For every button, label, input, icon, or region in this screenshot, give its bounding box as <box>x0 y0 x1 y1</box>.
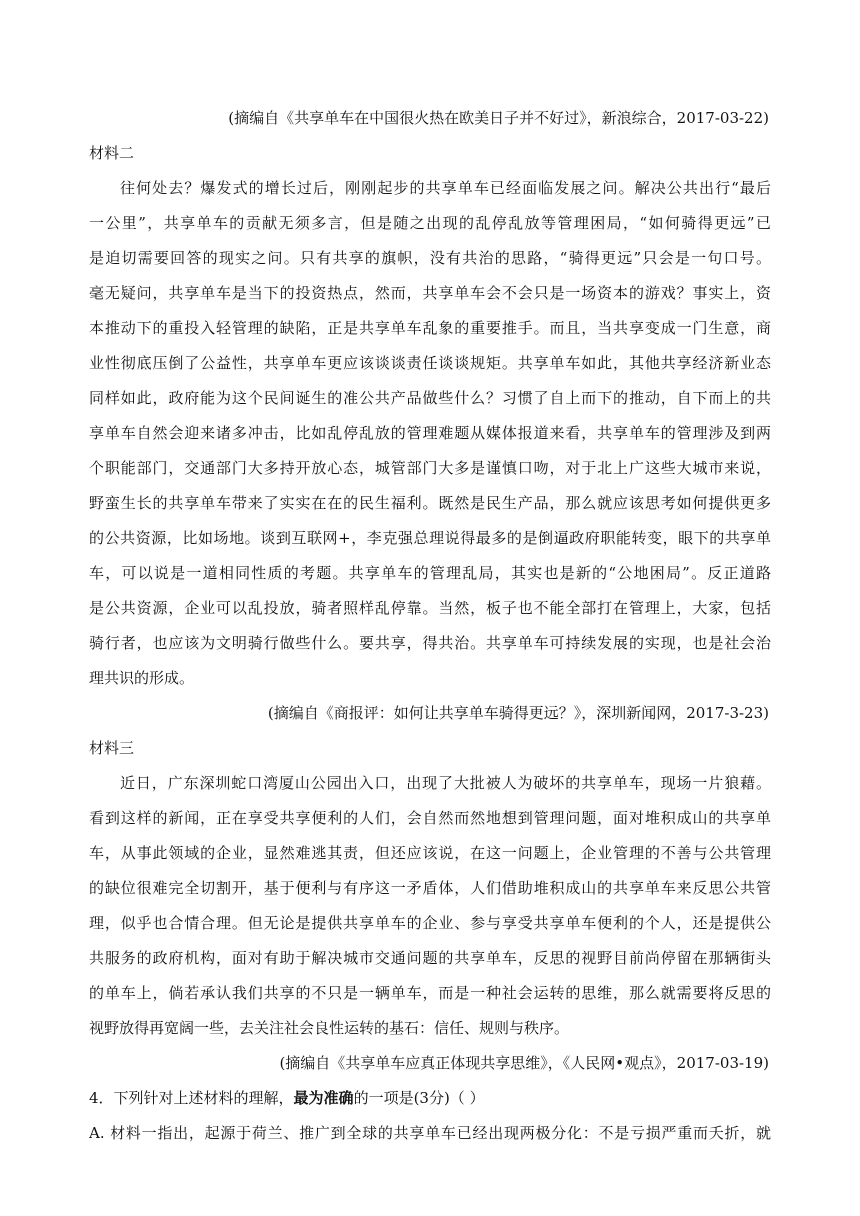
material-3-heading: 材料三 <box>89 739 135 757</box>
material-3-line: 近日，广东深圳蛇口湾厦山公园出入口，出现了大批被人为破坏的共享单车，现场一片狼藉。 <box>120 774 771 792</box>
material-2-line: 是公共资源，企业可以乱投放，骑者照样乱停靠。当然，板子也不能全部打在管理上，大家，包括 <box>89 599 771 617</box>
material-2-line: 往何处去？爆发式的增长过后，刚刚起步的共享单车已经面临发展之问。解决公共出行“最后 <box>120 179 771 197</box>
material-2-line: 车，可以说是一道相同性质的考题。共享单车的管理乱局，其实也是新的“公地困局”。反正道路 <box>89 564 771 582</box>
material-3-line: 理，似乎也合情合理。但无论是提供共享单车的企业、参与享受共享单车便利的个人，还是提供公 <box>89 914 771 932</box>
material-2-heading: 材料二 <box>89 144 135 162</box>
material-3-line: 共服务的政府机构，面对有助于解决城市交通问题的共享单车，反思的视野目前尚停留在那辆街头 <box>89 949 771 967</box>
material-2-line: 业性彻底压倒了公益性，共享单车更应该谈谈责任谈谈规矩。共享单车如此，其他共享经济新业态 <box>89 354 771 372</box>
material-2-line: 同样如此，政府能为这个民间诞生的准公共产品做些什么？习惯了自上而下的推动，自下而上的共 <box>89 389 771 407</box>
material-2-line: 毫无疑问，共享单车是当下的投资热点，然而，共享单车会不会只是一场资本的游戏？事实上，资 <box>89 284 771 302</box>
material-3-line: 的缺位很难完全切割开，基于便利与有序这一矛盾体，人们借助堆积成山的共享单车来反思公共管 <box>89 879 771 897</box>
material-2-line: 个职能部门，交通部门大多持开放心态，城管部门大多是谨慎口吻，对于北上广这些大城市来说， <box>89 459 771 477</box>
material-2-line: 的公共资源，比如场地。谈到互联网+，李克强总理说得最多的是倒逼政府职能转变，眼下的共享单 <box>89 529 771 547</box>
question-4-emphasis: 最为准确 <box>293 1089 354 1107</box>
source-citation-material-3: (摘编自《共享单车应真正体现共享思维》，《人民网•观点》，2017-03-19) <box>279 1054 769 1072</box>
material-2-line: 骑行者，也应该为文明骑行做些什么。要共享，得共治。共享单车可持续发展的实现，也是社会治 <box>89 634 771 652</box>
source-citation-material-1: (摘编自《共享单车在中国很火热在欧美日子并不好过》，新浪综合，2017-03-22) <box>228 109 769 127</box>
material-2-line: 本推动下的重投入轻管理的缺陷，正是共享单车乱象的重要推手。而且，当共享变成一门生意，商 <box>89 319 771 337</box>
material-2-line: 享单车自然会迎来诸多冲击，比如乱停乱放的管理难题从媒体报道来看，共享单车的管理涉及到两 <box>89 424 771 442</box>
question-4-option-a: A. 材料一指出，起源于荷兰、推广到全球的共享单车已经出现两极分化：不是亏损严重而夭折，就 <box>89 1124 771 1142</box>
material-2-line: 是迫切需要回答的现实之问。只有共享的旗帜，没有共治的思路，“骑得更远”只会是一句口号。 <box>89 249 771 267</box>
material-3-line: 看到这样的新闻，正在享受共享便利的人们，会自然而然地想到管理问题，面对堆积成山的共享单 <box>89 809 771 827</box>
material-2-line: 理共识的形成。 <box>89 669 195 687</box>
material-3-line: 的单车上，倘若承认我们共享的不只是一辆单车，而是一种社会运转的思维，那么就需要将反思的 <box>89 984 771 1002</box>
question-4-stem <box>89 1088 771 1108</box>
question-4-prefix: 4．下列针对上述材料的理解， <box>89 1089 294 1107</box>
material-2-line: 一公里”，共享单车的贡献无须多言，但是随之出现的乱停乱放等管理困局，“如何骑得更远”已 <box>89 214 771 232</box>
question-4-suffix: 的一项是(3分)（ ） <box>353 1089 485 1107</box>
material-3-line: 视野放得再宽阔一些，去关注社会良性运转的基石：信任、规则与秩序。 <box>89 1019 570 1037</box>
source-citation-material-2: (摘编自《商报评：如何让共享单车骑得更远？》，深圳新闻网，2017-3-23) <box>267 704 769 722</box>
material-2-line: 野蛮生长的共享单车带来了实实在在的民生福利。既然是民生产品，那么就应该思考如何提供更多 <box>89 494 771 512</box>
material-3-line: 车，从事此领域的企业，显然难逃其责，但还应该说，在这一问题上，企业管理的不善与公共管理 <box>89 844 771 862</box>
